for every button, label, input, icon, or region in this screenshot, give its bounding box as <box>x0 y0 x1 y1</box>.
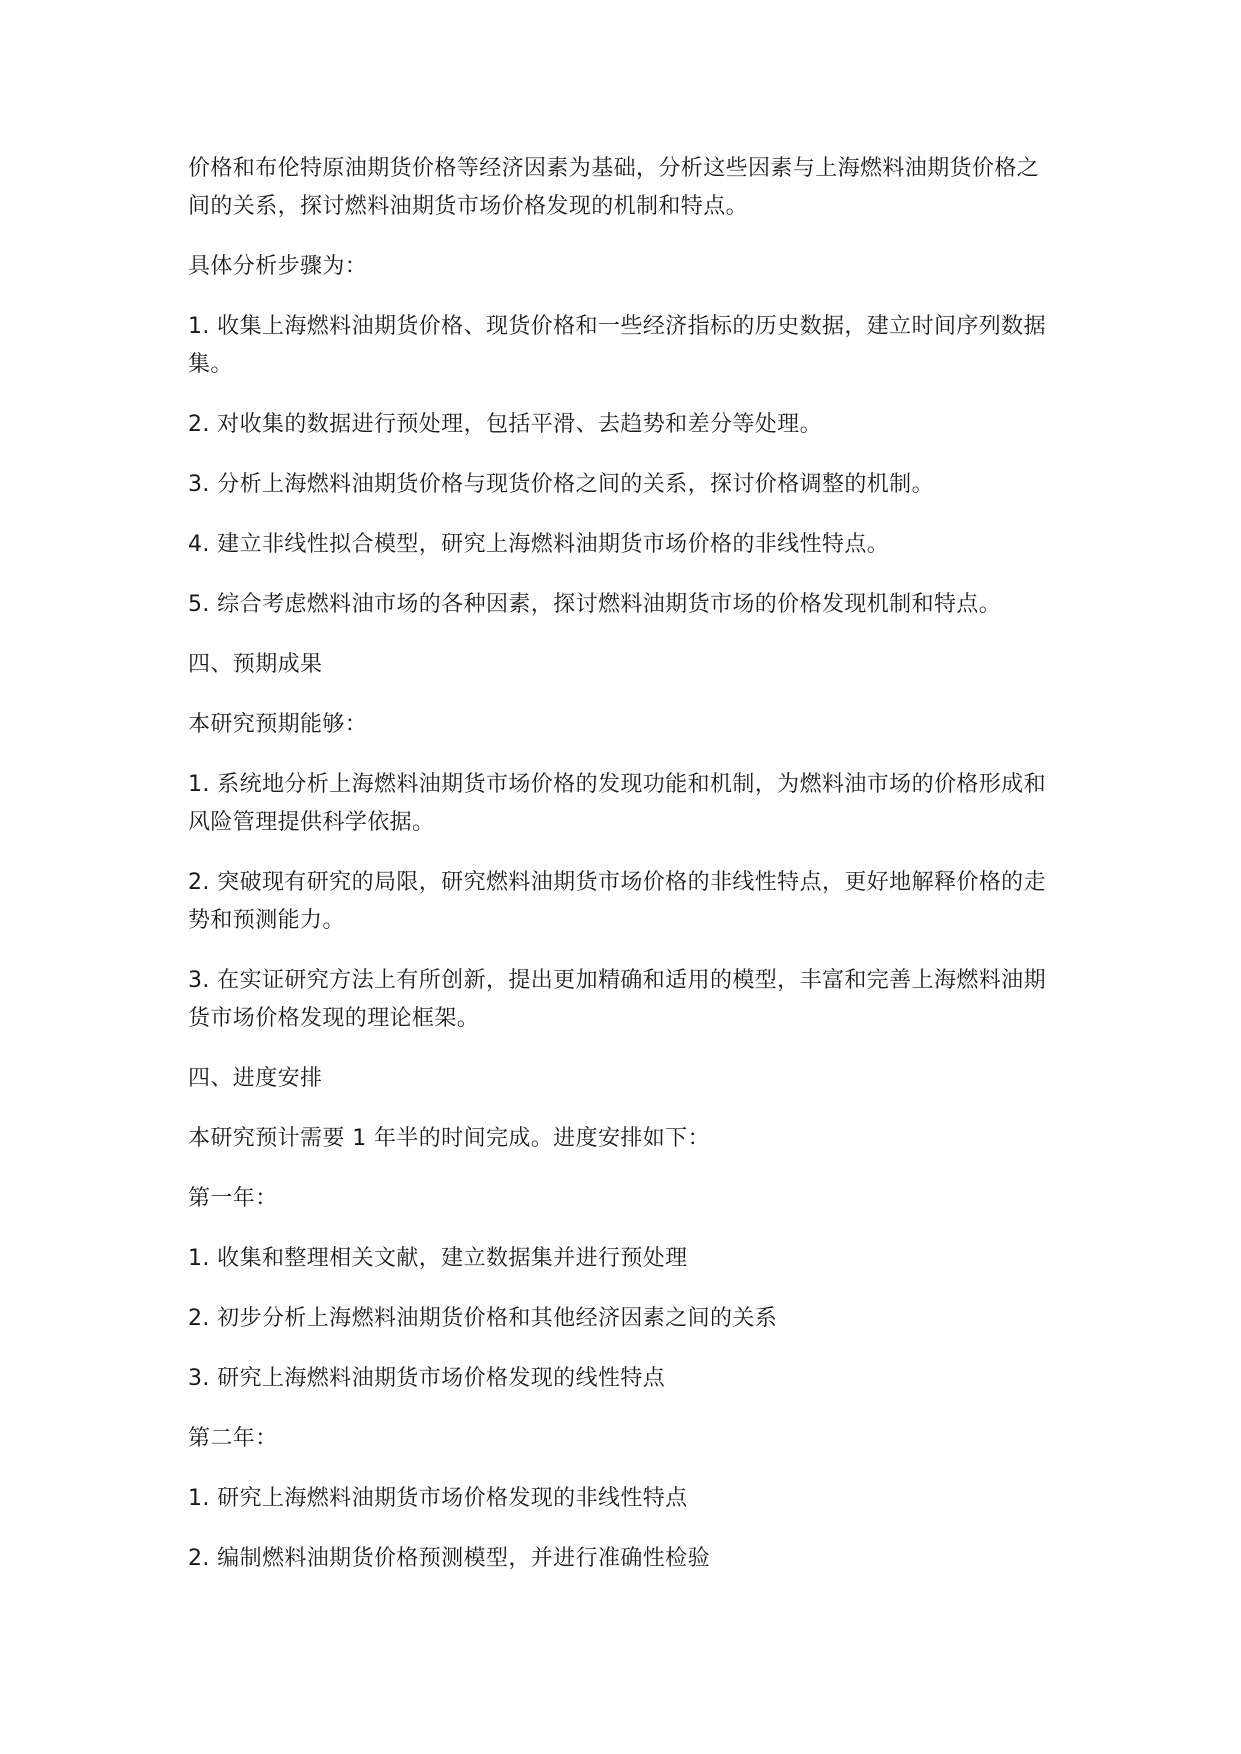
list-item-expected-1: 1. 系统地分析上海燃料油期货市场价格的发现功能和机制，为燃料油市场的价格形成和风险管理提供科学依据。 <box>188 772 1046 835</box>
document-body <box>188 150 1056 1578</box>
list-item-step-2: 2. 对收集的数据进行预处理，包括平滑、去趋势和差分等处理。 <box>188 412 822 437</box>
subheading-year-two: 第二年： <box>188 1426 278 1451</box>
paragraph-expected-intro: 本研究预期能够： <box>188 712 368 737</box>
list-item-year1-1: 1. 收集和整理相关文献，建立数据集并进行预处理 <box>188 1246 688 1271</box>
paragraph-intro-continued: 价格和布伦特原油期货价格等经济因素为基础，分析这些因素与上海燃料油期货价格之间的关系，探讨燃料油期货市场价格发现的机制和特点。 <box>188 156 1040 219</box>
subheading-year-one: 第一年： <box>188 1186 278 1211</box>
paragraph-analysis-steps-heading: 具体分析步骤为： <box>188 254 368 279</box>
list-item-step-3: 3. 分析上海燃料油期货价格与现货价格之间的关系，探讨价格调整的机制。 <box>188 472 934 497</box>
list-item-step-5: 5. 综合考虑燃料油市场的各种因素，探讨燃料油期货市场的价格发现机制和特点。 <box>188 592 1002 617</box>
list-item-year1-3: 3. 研究上海燃料油期货市场价格发现的线性特点 <box>188 1366 666 1391</box>
section-heading-schedule: 四、进度安排 <box>188 1066 323 1091</box>
list-item-year2-1: 1. 研究上海燃料油期货市场价格发现的非线性特点 <box>188 1486 688 1511</box>
paragraph-schedule-intro: 本研究预计需要 1 年半的时间完成。进度安排如下： <box>188 1126 710 1151</box>
list-item-year2-2: 2. 编制燃料油期货价格预测模型，并进行准确性检验 <box>188 1546 710 1571</box>
list-item-step-4: 4. 建立非线性拟合模型，研究上海燃料油期货市场价格的非线性特点。 <box>188 532 890 557</box>
list-item-expected-2: 2. 突破现有研究的局限，研究燃料油期货市场价格的非线性特点，更好地解释价格的走势和预测能力。 <box>188 870 1046 933</box>
list-item-year1-2: 2. 初步分析上海燃料油期货价格和其他经济因素之间的关系 <box>188 1306 778 1331</box>
list-item-expected-3: 3. 在实证研究方法上有所创新，提出更加精确和适用的模型，丰富和完善上海燃料油期货市场价格发现的理论框架。 <box>188 968 1046 1031</box>
list-item-step-1: 1. 收集上海燃料油期货价格、现货价格和一些经济指标的历史数据，建立时间序列数据集。 <box>188 314 1046 377</box>
section-heading-expected-results: 四、预期成果 <box>188 652 323 677</box>
